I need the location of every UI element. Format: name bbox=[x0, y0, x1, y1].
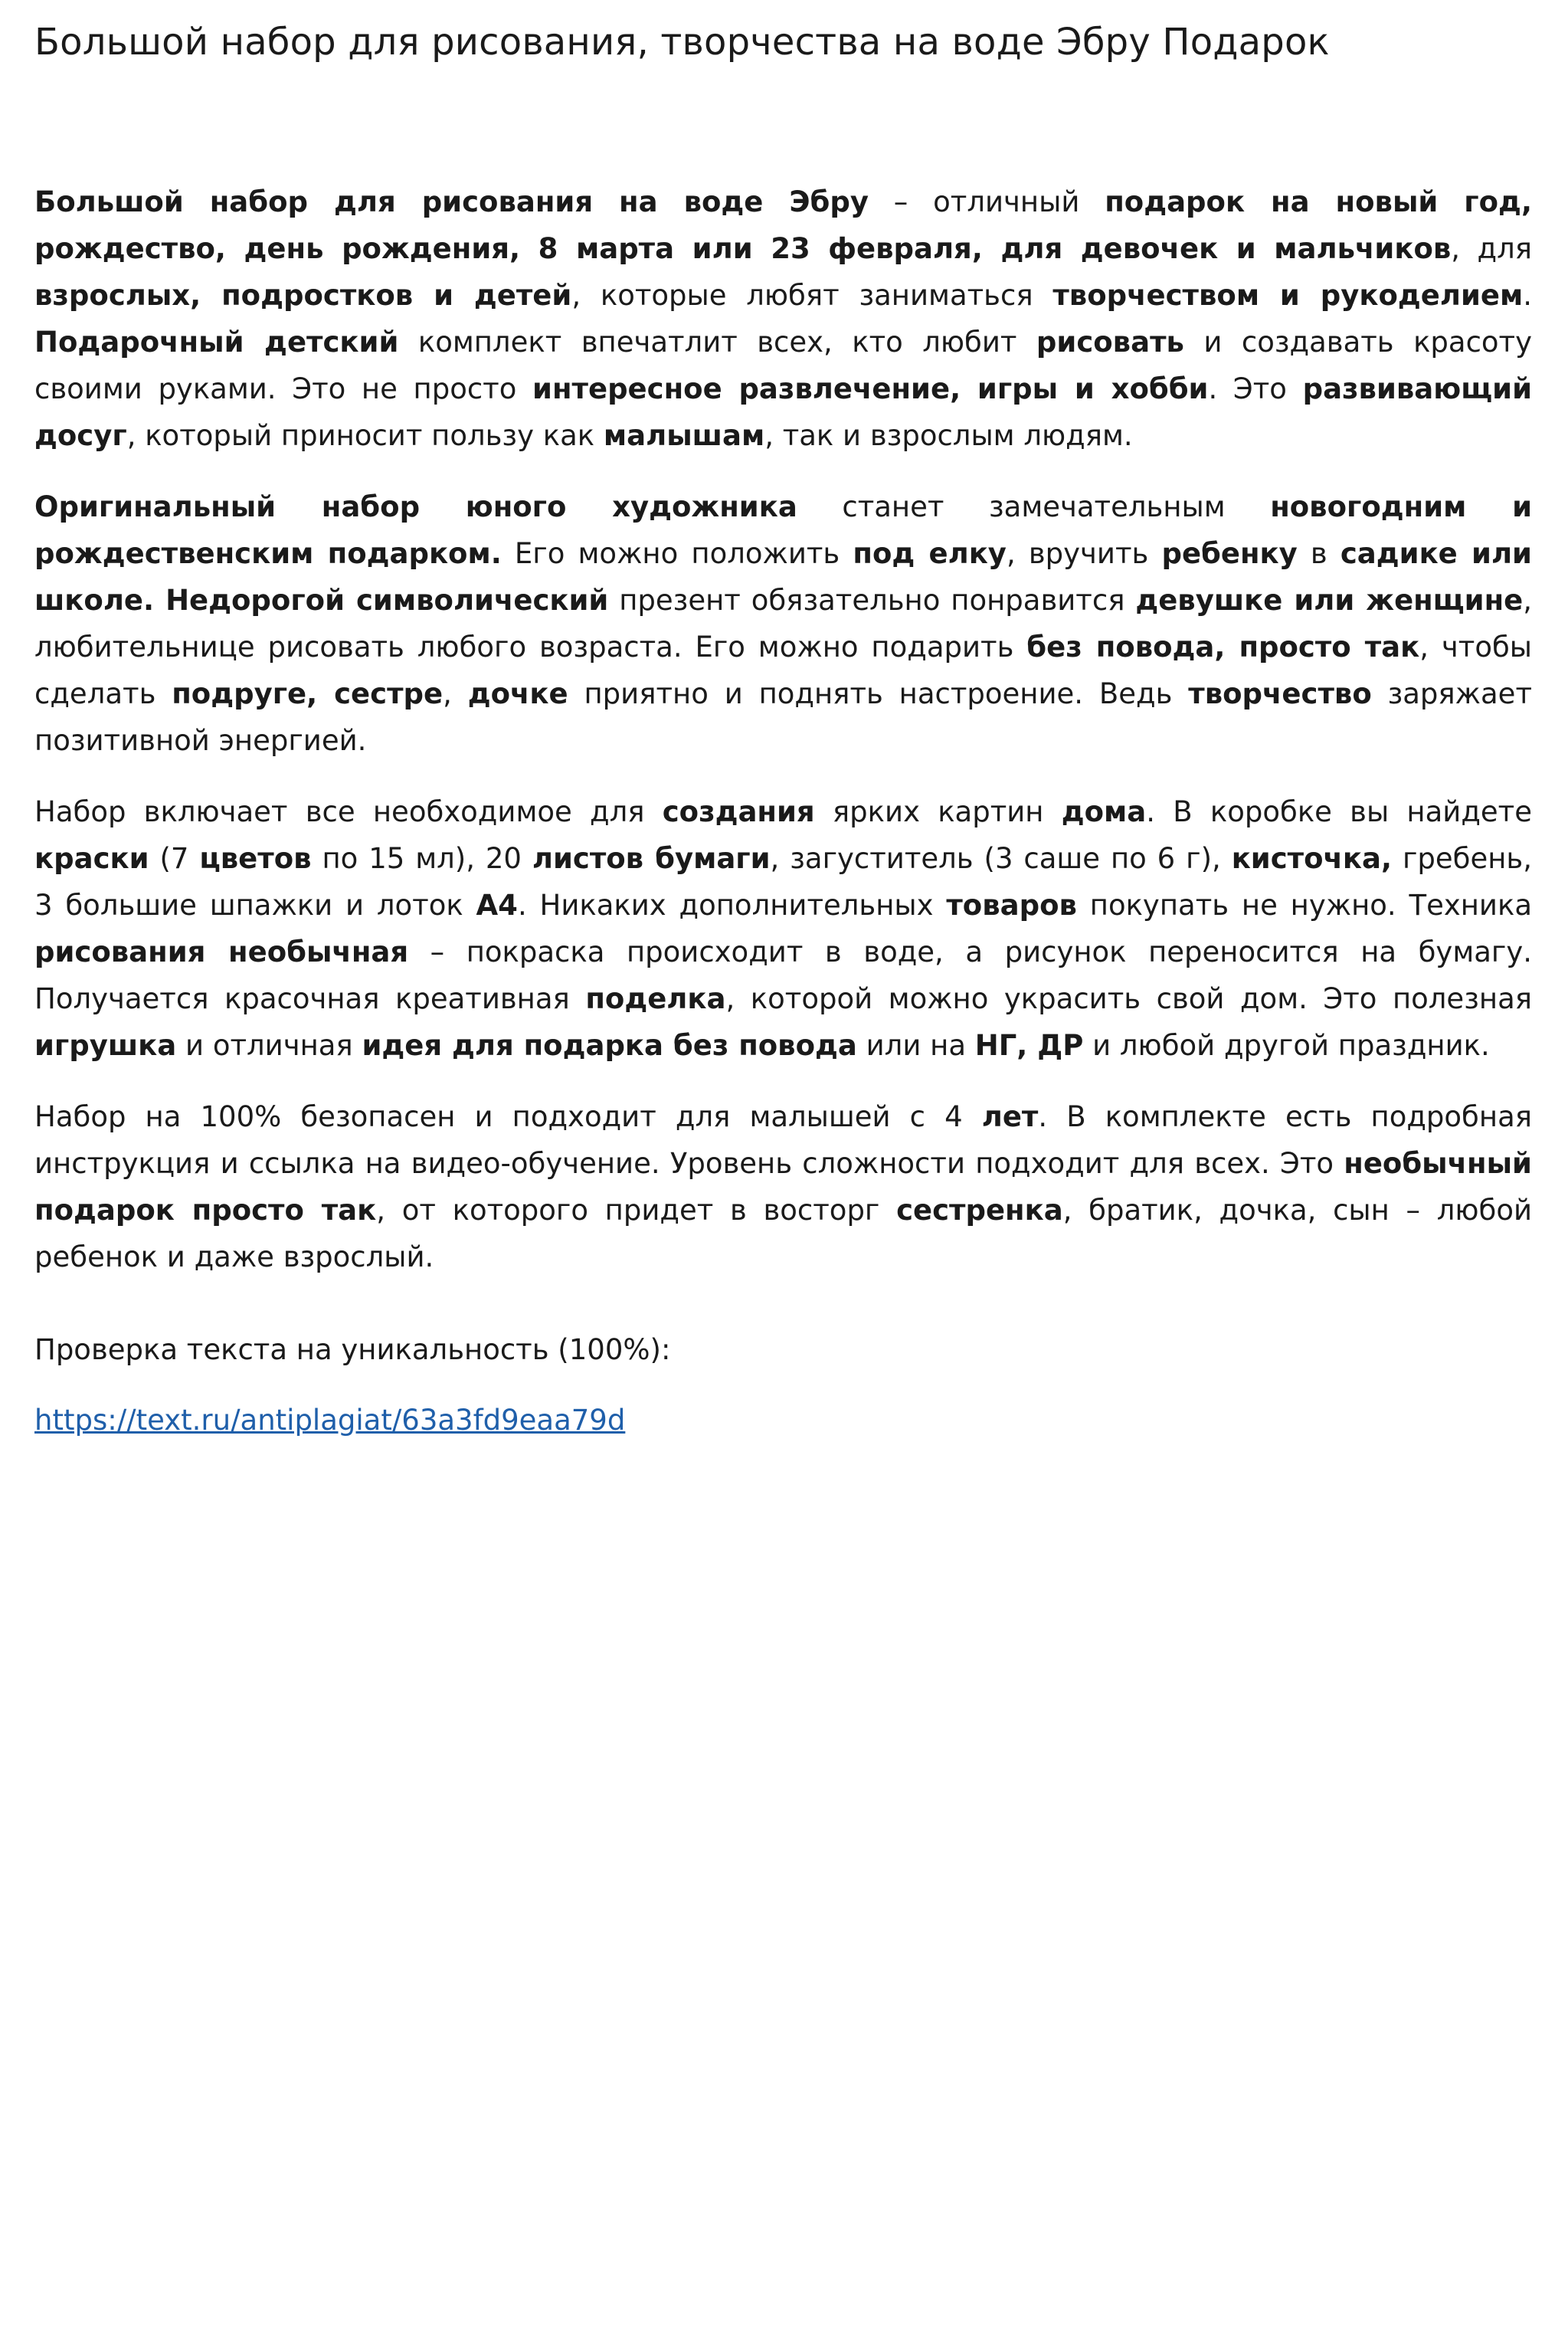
text-run: , которой можно украсить свой дом. Это полезная bbox=[725, 982, 1532, 1015]
text-run: , которые любят заниматься bbox=[571, 279, 1053, 312]
bold-text-run: Оригинальный набор юного художника bbox=[34, 490, 797, 523]
bold-text-run: ребенку bbox=[1161, 537, 1298, 570]
text-run: , чтобы сделать bbox=[34, 631, 1532, 710]
bold-text-run: новогодним и рождественским подарком. bbox=[34, 490, 1532, 570]
bold-text-run: девушке или женщине bbox=[1135, 584, 1524, 617]
uniqueness-check-link[interactable]: https://text.ru/antiplagiat/63a3fd9eaa79d bbox=[34, 1404, 626, 1437]
bold-text-run: идея для подарка без повода bbox=[362, 1029, 857, 1062]
text-run: , для bbox=[1451, 232, 1532, 265]
paragraph-kit-contents bbox=[34, 788, 1532, 1069]
bold-text-run: А4 bbox=[476, 889, 518, 922]
text-run: . bbox=[1523, 279, 1532, 312]
text-run: Набор на 100% безопасен и подходит для малышей с 4 bbox=[34, 1100, 982, 1133]
text-run: в bbox=[1297, 537, 1340, 570]
text-run: , bbox=[443, 677, 468, 710]
text-run: гребень, 3 большие шпажки и лоток bbox=[34, 842, 1532, 922]
bold-text-run: творчеством и рукоделием bbox=[1052, 279, 1524, 312]
text-run: Его можно положить bbox=[501, 537, 853, 570]
text-run: комплект впечатлит всех, кто любит bbox=[398, 326, 1036, 359]
text-run: или на bbox=[856, 1029, 975, 1062]
bold-text-run: взрослых, подростков и детей bbox=[34, 279, 572, 312]
bold-text-run: создания bbox=[662, 795, 815, 828]
paragraph-gift-description bbox=[34, 179, 1532, 459]
text-run: и любой другой праздник. bbox=[1083, 1029, 1490, 1062]
bold-text-run: НГ, ДР bbox=[974, 1029, 1084, 1062]
document-title: Большой набор для рисования, творчества на воде Эбру Подарок bbox=[34, 21, 1330, 64]
text-run: покупать не нужно. Техника bbox=[1076, 889, 1533, 922]
bold-text-run: Подарочный детский bbox=[34, 326, 399, 359]
bold-text-run: без повода, просто так bbox=[1026, 631, 1420, 664]
uniqueness-check-label: Проверка текста на уникальность (100%): bbox=[34, 1333, 671, 1366]
bold-text-run: листов бумаги bbox=[532, 842, 771, 875]
text-run: , любительнице рисовать любого возраста. Его можно подарить bbox=[34, 584, 1533, 664]
text-run: презент обязательно понравится bbox=[608, 584, 1136, 617]
text-run: (7 bbox=[149, 842, 200, 875]
bold-text-run: игрушка bbox=[34, 1029, 177, 1062]
text-run: , так и взрослым людям. bbox=[764, 419, 1133, 452]
bold-text-run: лет bbox=[981, 1100, 1039, 1133]
text-run: и отличная bbox=[176, 1029, 362, 1062]
text-run: по 15 мл), 20 bbox=[311, 842, 532, 875]
bold-text-run: подарок на новый год, рождество, день рождения, 8 марта или 23 февраля, для девочек и мальчиков bbox=[34, 185, 1532, 265]
bold-text-run: творчество bbox=[1188, 677, 1372, 710]
text-run: . В коробке вы найдете bbox=[1146, 795, 1532, 828]
document-body bbox=[34, 179, 1532, 1305]
text-run: , от которого придет в восторг bbox=[376, 1194, 897, 1227]
bold-text-run: необычный подарок просто так bbox=[34, 1147, 1532, 1227]
bold-text-run: поделка bbox=[585, 982, 726, 1015]
bold-text-run: под елку bbox=[853, 537, 1007, 570]
bold-text-run: краски bbox=[34, 842, 149, 875]
text-run: приятно и поднять настроение. Ведь bbox=[568, 677, 1189, 710]
text-run: – покраска происходит в воде, а рисунок переносится на бумагу. Получается красочная креативная bbox=[34, 936, 1532, 1015]
bold-text-run: развивающий досуг bbox=[34, 372, 1532, 452]
paragraph-safety bbox=[34, 1093, 1532, 1280]
text-run: и создавать красоту своими руками. Это не просто bbox=[34, 326, 1533, 405]
bold-text-run: товаров bbox=[946, 889, 1077, 922]
text-run: – отличный bbox=[868, 185, 1105, 218]
text-run: , загуститель (3 саше по 6 г), bbox=[770, 842, 1232, 875]
bold-text-run: дома bbox=[1061, 795, 1147, 828]
bold-text-run: дочке bbox=[467, 677, 568, 710]
bold-text-run: малышам bbox=[603, 419, 765, 452]
text-run: станет замечательным bbox=[797, 490, 1271, 523]
text-run: . В комплекте есть подробная инструкция и ссылка на видео-обучение. Уровень сложности подходит для всех. Это bbox=[34, 1100, 1533, 1180]
text-run: , вручить bbox=[1006, 537, 1162, 570]
text-run: . Это bbox=[1208, 372, 1303, 405]
bold-text-run: сестренка bbox=[896, 1194, 1063, 1227]
bold-text-run: Большой набор для рисования на воде Эбру bbox=[34, 185, 869, 218]
paragraph-young-artist-set bbox=[34, 483, 1532, 764]
text-run: , братик, дочка, сын – любой ребенок и даже взрослый. bbox=[34, 1194, 1532, 1273]
text-run: ярких картин bbox=[814, 795, 1062, 828]
text-run: заряжает позитивной энергией. bbox=[34, 677, 1533, 757]
text-run: . Никаких дополнительных bbox=[517, 889, 947, 922]
bold-text-run: кисточка, bbox=[1231, 842, 1393, 875]
text-run: Набор включает все необходимое для bbox=[34, 795, 663, 828]
bold-text-run: садике или школе. Недорогой символический bbox=[34, 537, 1532, 617]
bold-text-run: рисовать bbox=[1036, 326, 1184, 359]
bold-text-run: интересное развлечение, игры и хобби bbox=[532, 372, 1209, 405]
bold-text-run: подруге, сестре bbox=[172, 677, 444, 710]
bold-text-run: рисования необычная bbox=[34, 936, 409, 968]
text-run: , который приносит пользу как bbox=[126, 419, 604, 452]
bold-text-run: цветов bbox=[199, 842, 312, 875]
